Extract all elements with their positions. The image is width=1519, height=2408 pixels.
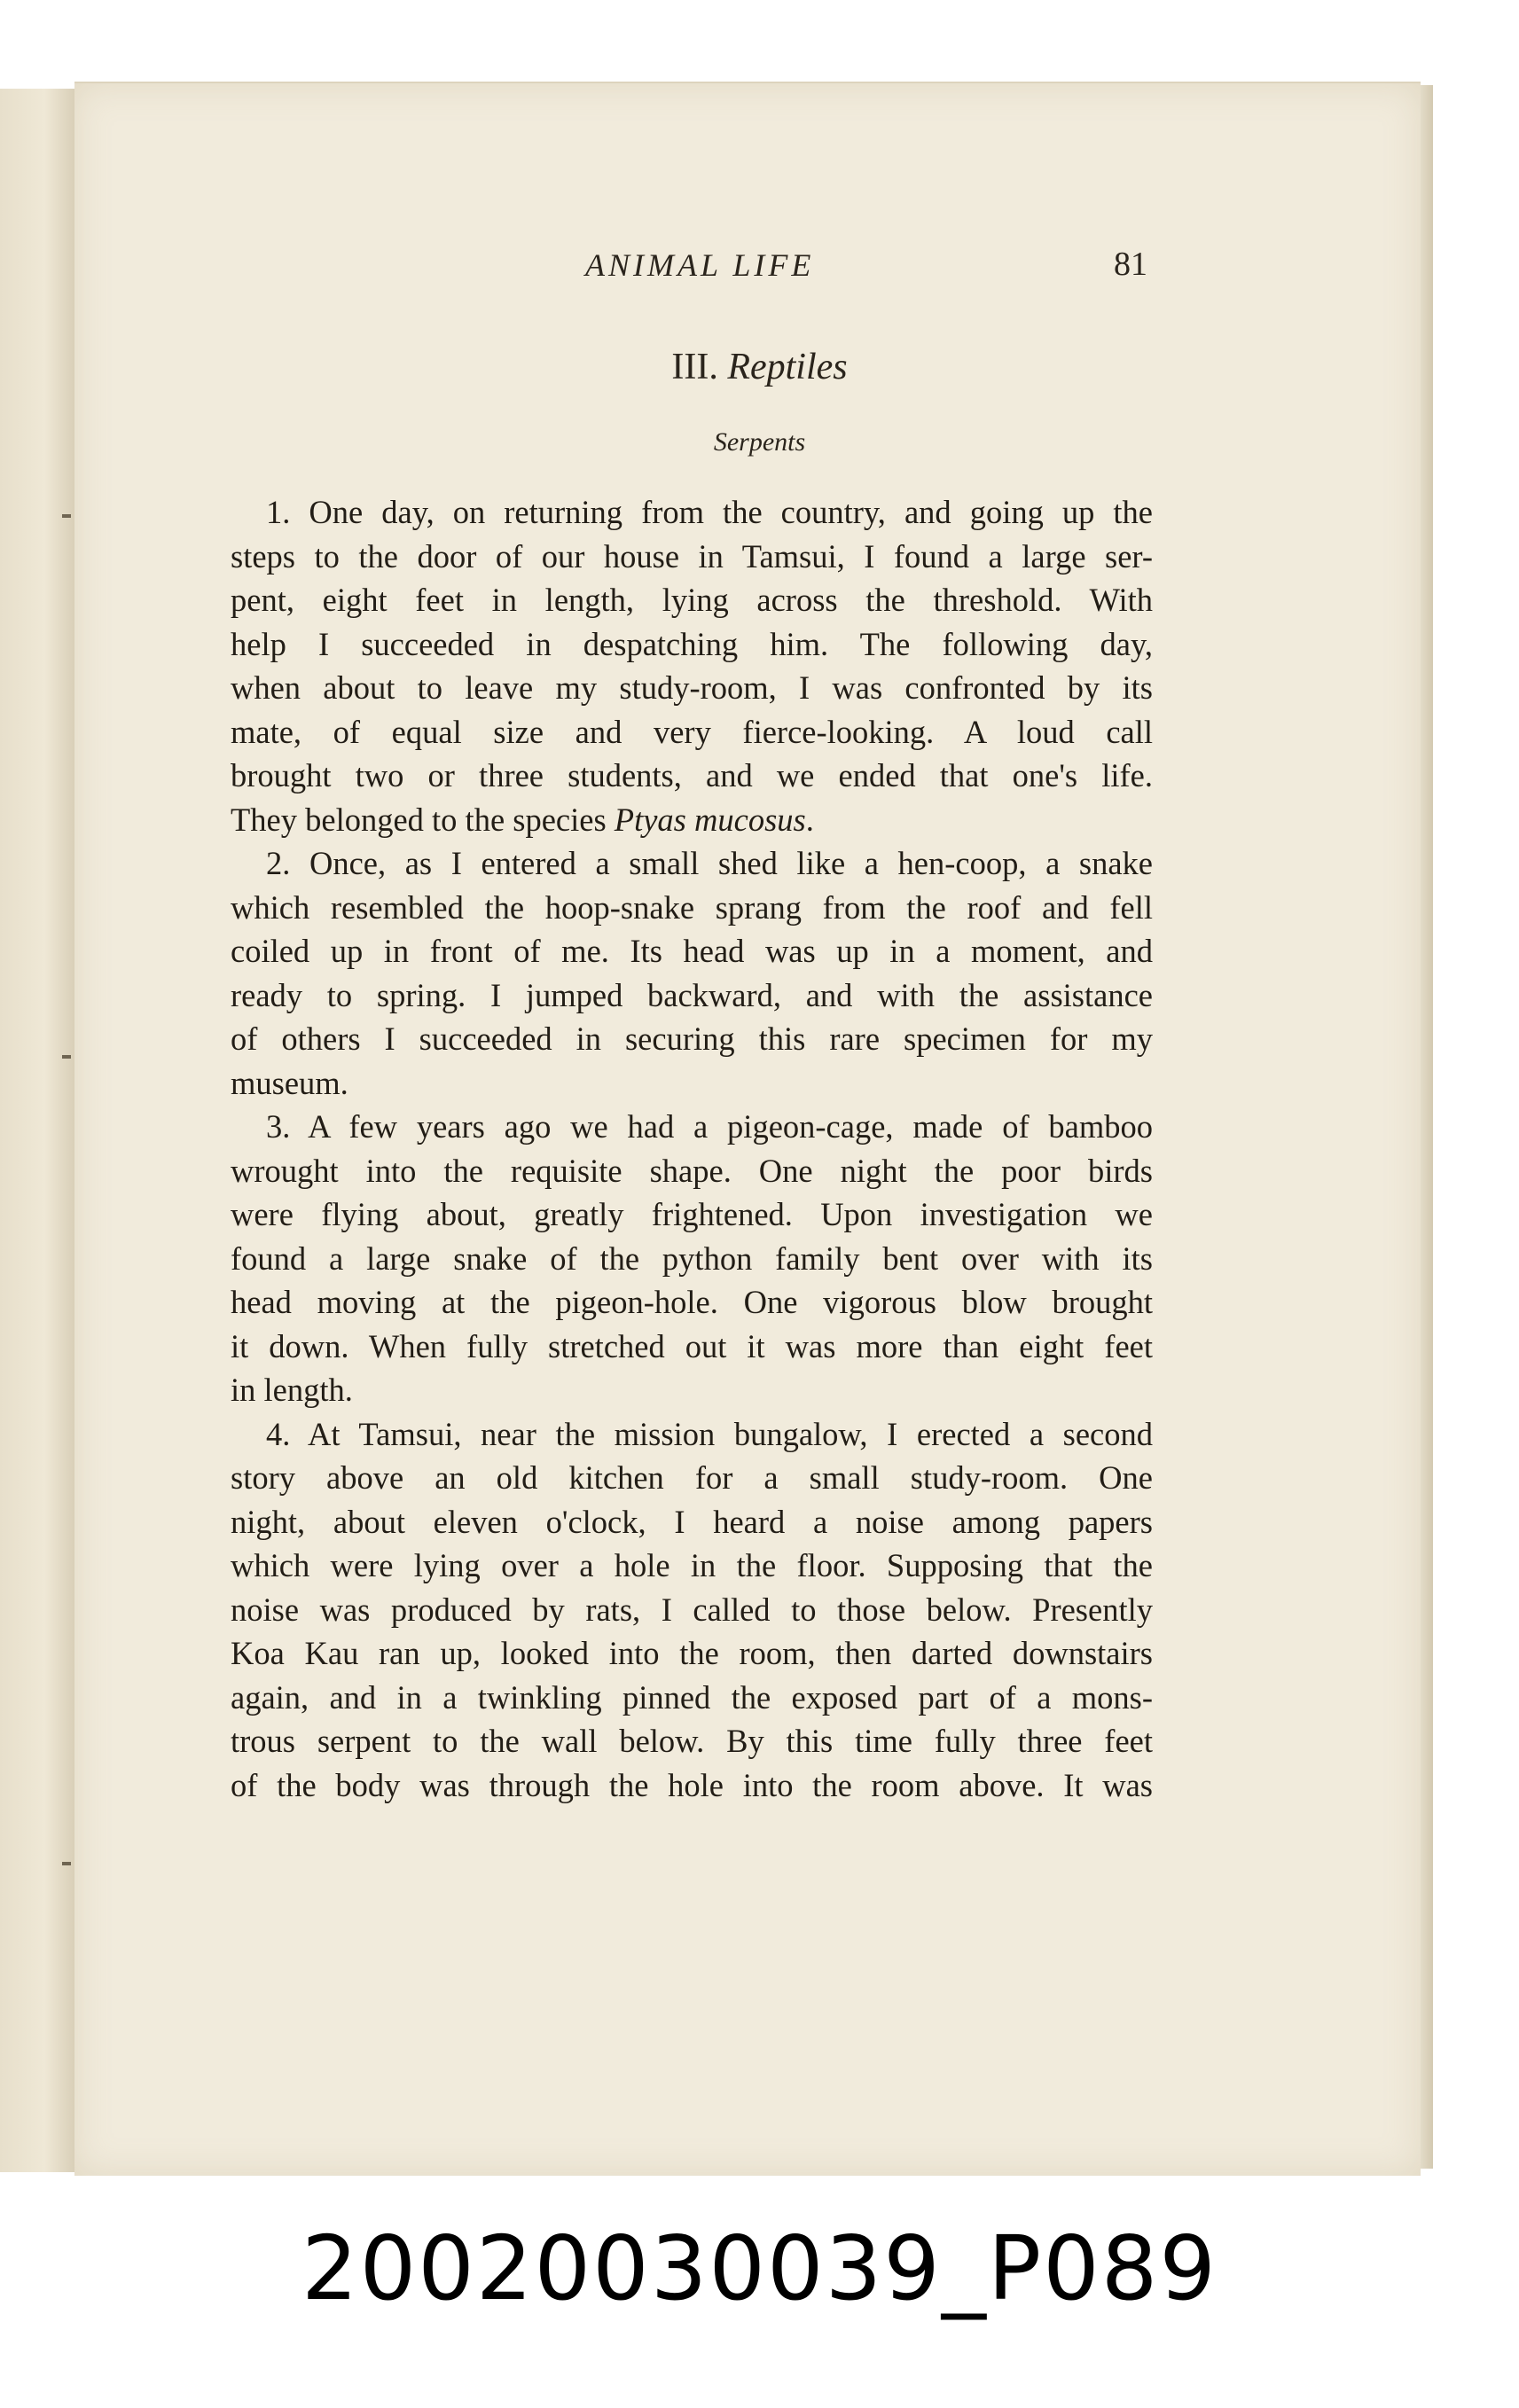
text-line: trous serpent to the wall below. By this time fully three feet xyxy=(231,1723,1153,1759)
text-line: coiled up in front of me. Its head was up in a moment, and xyxy=(231,933,1153,969)
text-line: again, and in a twinkling pinned the exposed part of a mons- xyxy=(231,1678,1153,1716)
section-subtitle: Serpents xyxy=(713,427,806,457)
text-line: head moving at the pigeon-hole. One vigorous blow brought xyxy=(231,1284,1153,1320)
text-line: which resembled the hoop-snake sprang from the roof and fell xyxy=(231,888,1153,926)
margin-mark xyxy=(62,1055,71,1059)
page-number: 81 xyxy=(1114,246,1147,283)
text-line: museum. xyxy=(231,1064,348,1101)
text-line: night, about eleven o'clock, I heard a noise among papers xyxy=(231,1503,1153,1540)
paragraph xyxy=(231,1105,1153,1412)
text-line: 3. A few years ago we had a pigeon-cage, made of bamboo xyxy=(266,1108,1153,1145)
text-line: found a large snake of the python family bent over with its xyxy=(231,1239,1153,1277)
text-span: They belonged to the species xyxy=(231,801,615,838)
text-line: of others I succeeded in securing this rare specimen for my xyxy=(231,1020,1153,1057)
text-line: which were lying over a hole in the floor. Supposing that the xyxy=(231,1547,1153,1583)
text-line: help I succeeded in despatching him. The following day, xyxy=(231,625,1153,662)
catalog-id: 20020030039_P089 xyxy=(301,2216,1218,2320)
text-line: noise was produced by rats, I called to those below. Presently xyxy=(231,1591,1153,1628)
text-line: story above an old kitchen for a small study-room. One xyxy=(231,1459,1153,1496)
body-text xyxy=(231,490,1153,1807)
section-title-text: Reptiles xyxy=(727,347,848,387)
page-fore-edge xyxy=(1421,85,1433,2169)
text-line: of the body was through the hole into the room above. It was xyxy=(231,1766,1153,1803)
text-span: . xyxy=(805,801,814,838)
section-numeral: III. xyxy=(671,347,718,387)
text-line: Koa Kau ran up, looked into the room, then darted downstairs xyxy=(231,1635,1153,1671)
section-title xyxy=(0,346,1519,388)
margin-mark xyxy=(62,1862,71,1865)
text-line: in length. xyxy=(231,1372,353,1408)
text-line xyxy=(231,798,1153,842)
text-line: wrought into the requisite shape. One night the poor birds xyxy=(231,1152,1153,1189)
text-line: when about to leave my study-room, I was confronted by its xyxy=(231,669,1153,706)
species-name: Ptyas mucosus xyxy=(614,801,806,838)
text-line: 4. At Tamsui, near the mission bungalow, I erected a second xyxy=(266,1415,1153,1452)
paragraph xyxy=(231,1412,1153,1808)
paragraph xyxy=(231,490,1153,841)
text-line: 2. Once, as I entered a small shed like a hen-coop, a snake xyxy=(266,845,1153,881)
text-line: ready to spring. I jumped backward, and with the assistance xyxy=(231,976,1153,1013)
margin-mark xyxy=(62,514,71,518)
facing-page-edge xyxy=(0,89,76,2172)
running-head: ANIMAL LIFE xyxy=(585,247,815,283)
text-line: steps to the door of our house in Tamsui, I found a large ser- xyxy=(231,537,1153,575)
text-line: it down. When fully stretched out it was more than eight feet xyxy=(231,1327,1153,1364)
text-line: brought two or three students, and we ended that one's life. xyxy=(231,757,1153,794)
text-line: 1. One day, on returning from the country, and going up the xyxy=(266,494,1153,530)
text-line: were flying about, greatly frightened. Upon investigation we xyxy=(231,1196,1153,1232)
text-line: pent, eight feet in length, lying across the threshold. With xyxy=(231,582,1153,618)
text-line: mate, of equal size and very fierce-looking. A loud call xyxy=(231,713,1153,750)
paragraph xyxy=(231,841,1153,1105)
